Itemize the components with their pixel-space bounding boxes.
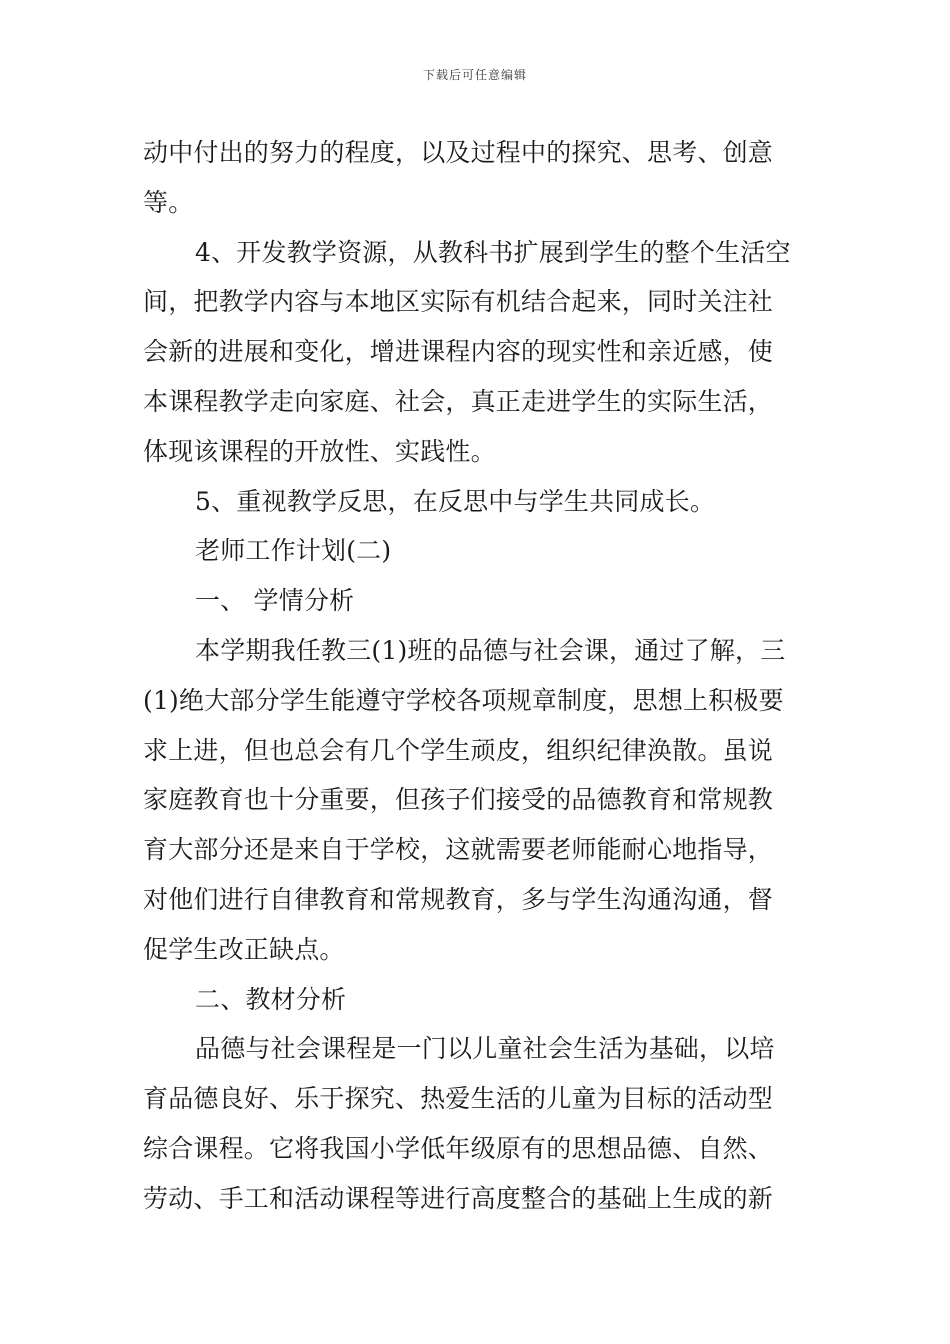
section-title: 老师工作计划(二) — [195, 536, 392, 566]
text-line: 对他们进行自律教育和常规教育，多与学生沟通沟通，督 — [143, 884, 774, 914]
section-heading: 二、教材分析 — [195, 984, 347, 1014]
text-line: 本学期我任教三(1)班的品德与社会课，通过了解，三 — [195, 635, 786, 665]
text-line: 求上进，但也总会有几个学生顽皮，组织纪律涣散。虽说 — [143, 735, 774, 765]
text-line: 动中付出的努力的程度，以及过程中的探究、思考、创意 — [143, 138, 774, 167]
text-line: 育大部分还是来自于学校，这就需要老师能耐心地指导， — [143, 835, 774, 865]
text-line: 品德与社会课程是一门以儿童社会生活为基础，以培 — [195, 1034, 775, 1064]
text-line: 会新的进展和变化，增进课程内容的现实性和亲近感，使 — [143, 337, 774, 367]
text-line: 本课程教学走向家庭、社会，真正走进学生的实际生活， — [143, 386, 774, 416]
text-line: 育品德良好、乐于探究、热爱生活的儿童为目标的活动型 — [143, 1084, 774, 1114]
text-line: 4、开发教学资源，从教科书扩展到学生的整个生活空 — [195, 237, 791, 267]
text-line: 综合课程。它将我国小学低年级原有的思想品德、自然、 — [143, 1133, 774, 1163]
text-line: 5、重视教学反思，在反思中与学生共同成长。 — [195, 486, 716, 516]
section-heading: 一、 学情分析 — [195, 586, 355, 616]
document-body — [143, 128, 809, 1224]
text-line: 家庭教育也十分重要，但孩子们接受的品德教育和常规教 — [143, 785, 774, 815]
page-header: 下载后可任意编辑 — [422, 68, 527, 82]
text-line: 间，把教学内容与本地区实际有机结合起来，同时关注社 — [143, 287, 774, 317]
text-line: 促学生改正缺点。 — [143, 934, 345, 964]
text-line: 体现该课程的开放性、实践性。 — [143, 436, 496, 466]
text-line: 等。 — [143, 187, 194, 217]
text-line: 劳动、手工和活动课程等进行高度整合的基础上生成的新 — [143, 1183, 774, 1213]
text-line: (1)绝大部分学生能遵守学校各项规章制度，思想上积极要 — [143, 685, 784, 715]
